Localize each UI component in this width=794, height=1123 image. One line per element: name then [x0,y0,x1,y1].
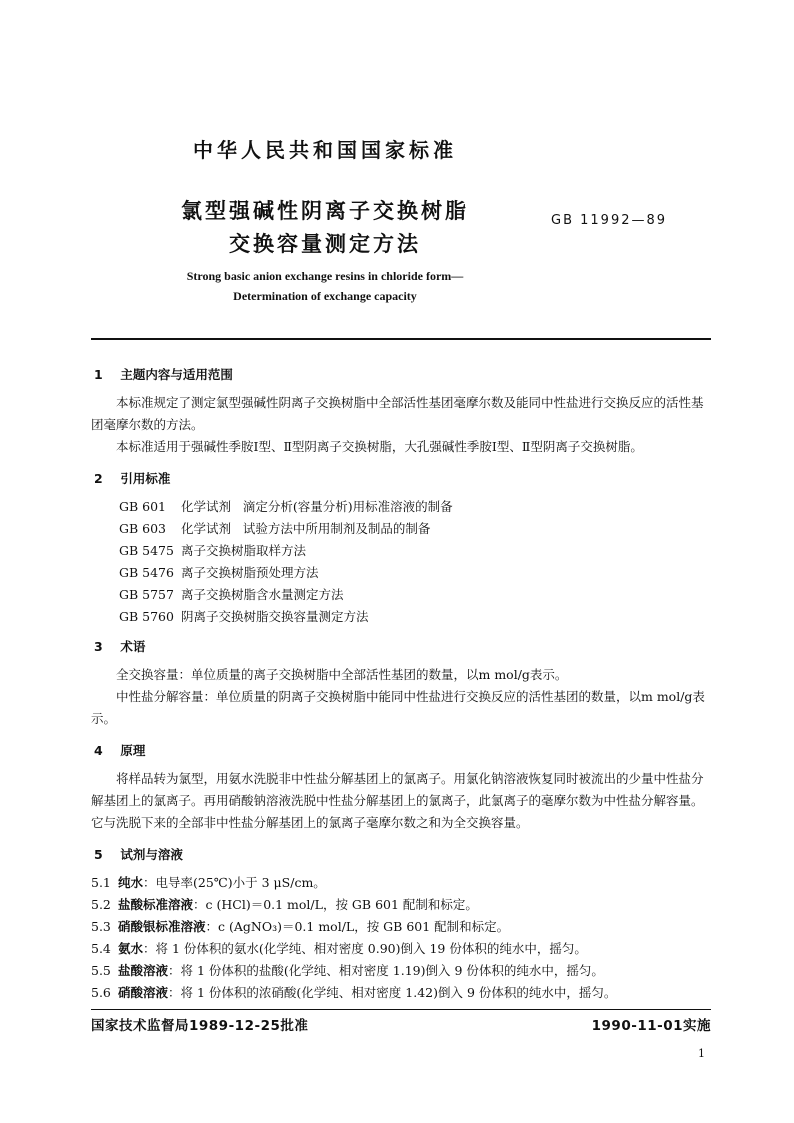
section-title: 术语 [120,639,146,654]
reagent-number: 5.1 [91,875,111,890]
reference-code: GB 5475 [119,543,174,558]
english-title-line-2: Determination of exchange capacity [233,289,417,303]
reference-code: GB 603 [119,521,167,536]
reference-item [119,606,711,628]
reagent-label: 硝酸银标准溶液 [118,919,206,934]
reference-name: 化学试剂 滴定分析(容量分析)用标准溶液的制备 [181,499,453,514]
section-number: 1 [94,367,103,382]
reagent-number: 5.6 [91,985,111,1000]
paragraph: 中性盐分解容量：单位质量的阴离子交换树脂中能同中性盐进行交换反应的活性基团的数量，以m mol/g表示。 [91,689,705,726]
footer-divider [91,1009,711,1010]
paragraph: 全交换容量：单位质量的离子交换树脂中全部活性基团的数量，以m mol/g表示。 [116,667,568,682]
section-number: 2 [94,471,103,486]
reagent-item [91,982,711,1004]
section-number: 5 [94,847,103,862]
section-number: 3 [94,639,103,654]
paragraph: 将样品转为氯型，用氨水洗脱非中性盐分解基团上的氯离子。用氯化钠溶液恢复同时被流出的少量中性盐分解基团上的氯离子。再用硝酸钠溶液洗脱中性盐分解基团上的氯离子，此氯离子的毫摩尔数为中性盐分解容量。它与洗脱下来的全部非中性盐分解基团上的氯离子毫摩尔数之和为全交换容量。 [91,771,704,830]
reagent-label: 盐酸溶液 [118,963,169,978]
section-title: 原理 [120,743,146,758]
reagent-text: ：c (AgNO₃)＝0.1 mol/L，按 GB 601 配制和标定。 [205,919,510,934]
reagent-number: 5.3 [91,919,111,934]
reagent-label: 氨水 [118,941,144,956]
reagent-item [91,894,711,916]
reagent-label: 纯水 [118,875,144,890]
reference-item [119,518,711,540]
paragraph: 本标准适用于强碱性季胺Ⅰ型、Ⅱ型阴离子交换树脂，大孔强碱性季胺Ⅰ型、Ⅱ型阴离子交换树脂。 [116,439,643,454]
paragraph: 本标准规定了测定氯型强碱性阴离子交换树脂中全部活性基团毫摩尔数及能同中性盐进行交换反应的活性基团毫摩尔数的方法。 [91,395,704,432]
reference-list [119,496,711,628]
reagent-number: 5.5 [91,963,111,978]
section-title: 引用标准 [120,471,171,486]
reagent-item [91,960,711,982]
reference-code: GB 5757 [119,587,174,602]
reagent-text: ：电导率(25℃)小于 3 μS/cm。 [143,875,326,890]
reagent-text: ：将 1 份体积的氨水(化学纯、相对密度 0.90)倒入 19 份体积的纯水中，摇匀。 [143,941,587,956]
reference-item [119,562,711,584]
effective-date: 1990-11-01实施 [591,1018,711,1034]
reference-name: 离子交换树脂预处理方法 [181,565,319,580]
reference-name: 化学试剂 试验方法中所用制剂及制品的制备 [181,521,431,536]
title-line-2: 交换容量测定方法 [229,232,421,256]
reagent-number: 5.4 [91,941,111,956]
reagent-text: ：将 1 份体积的盐酸(化学纯、相对密度 1.19)倒入 9 份体积的纯水中，摇匀。 [168,963,604,978]
reagent-label: 硝酸溶液 [118,985,169,1000]
header-divider [91,338,711,340]
section-heading [91,468,711,490]
reagent-text: ：c (HCl)＝0.1 mol/L，按 GB 601 配制和标定。 [193,897,478,912]
reagent-number: 5.2 [91,897,111,912]
reagent-text: ：将 1 份体积的浓硝酸(化学纯、相对密度 1.42)倒入 9 份体积的纯水中，摇匀。 [168,985,617,1000]
approval-date: 国家技术监督局1989-12-25批准 [91,1018,309,1034]
standard-number: GB 11992—89 [551,213,668,228]
reagent-item [91,916,711,938]
reference-item [119,496,711,518]
section-title: 试剂与溶液 [120,847,183,862]
title-line-1: 氯型强碱性阴离子交换树脂 [181,199,469,223]
section-title: 主题内容与适用范围 [120,367,233,382]
reference-name: 阴离子交换树脂交换容量测定方法 [181,609,369,624]
reference-name: 离子交换树脂含水量测定方法 [181,587,344,602]
section-number: 4 [94,743,103,758]
section-heading [91,636,711,658]
country-standard-heading: 中华人民共和国国家标准 [193,138,457,162]
reference-name: 离子交换树脂取样方法 [181,543,307,558]
english-title-line-1: Strong basic anion exchange resins in chloride form— [186,269,464,283]
page-number: 1 [698,1047,705,1060]
reference-item [119,540,711,562]
section-heading [91,364,711,386]
section-heading [91,844,711,866]
reference-code: GB 601 [119,499,167,514]
document-body [91,358,711,1004]
reagent-item [91,872,711,894]
reagent-label: 盐酸标准溶液 [118,897,194,912]
reference-code: GB 5476 [119,565,174,580]
section-heading [91,740,711,762]
reference-code: GB 5760 [119,609,174,624]
reference-item [119,584,711,606]
reagent-item [91,938,711,960]
